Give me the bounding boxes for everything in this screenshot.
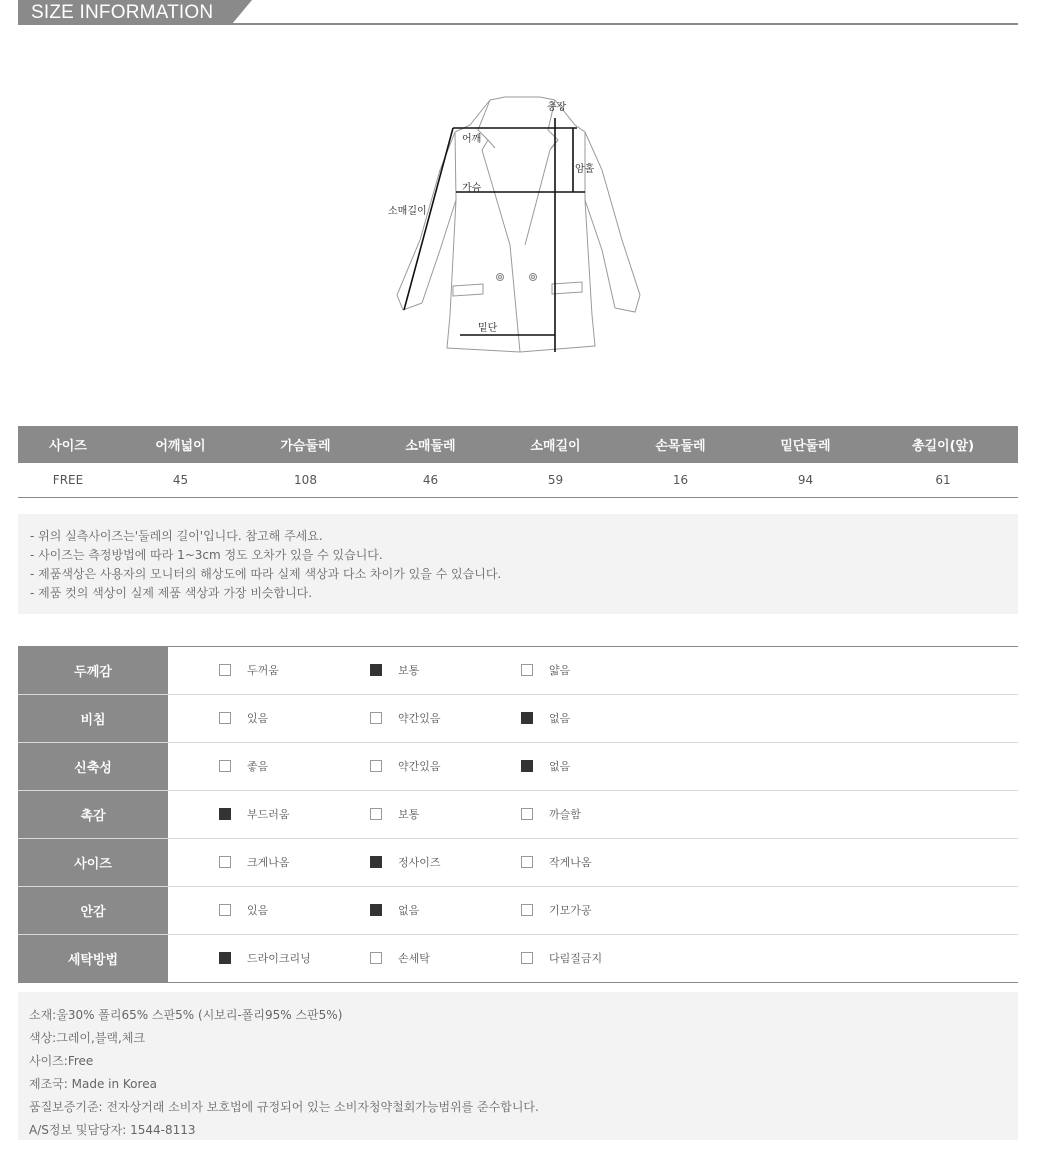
option-label: 부드러움: [247, 808, 290, 821]
fabric-properties-table: [18, 646, 1018, 983]
property-label: 사이즈: [18, 839, 168, 886]
info-quality-guarantee: 품질보증기준: 전자상거래 소비자 보호법에 규정되어 있는 소비자청약철회가능범위를 준수합니다.: [29, 1100, 539, 1114]
info-size: 사이즈:Free: [29, 1054, 94, 1068]
armhole-label: 암홀: [575, 164, 595, 175]
checkbox: [521, 856, 533, 868]
note-item: - 사이즈는 측정방법에 따라 1~3cm 정도 오차가 있을 수 있습니다.: [30, 548, 383, 562]
checkbox-checked: [219, 952, 231, 964]
checkbox-checked: [521, 712, 533, 724]
header-tab-slant: [232, 0, 252, 24]
checkbox-checked: [370, 664, 382, 676]
table-cell: 45: [118, 463, 243, 498]
property-row-transparency: [18, 695, 1018, 743]
note-item: - 제품 컷의 색상이 실제 제품 색상과 가장 비슷합니다.: [30, 586, 313, 600]
checkbox: [219, 760, 231, 772]
option: [370, 663, 419, 677]
option-label: 손세탁: [398, 952, 430, 965]
option-label: 좋음: [247, 760, 269, 773]
checkbox-checked: [370, 904, 382, 916]
checkbox: [370, 760, 382, 772]
size-table-header-row: [18, 426, 1018, 463]
option: [219, 807, 290, 821]
option: [219, 903, 268, 917]
sleeve-length-label: 소매길이: [388, 206, 427, 217]
checkbox: [370, 808, 382, 820]
option: [370, 855, 441, 869]
option-label: 없음: [549, 760, 571, 773]
jacket-measurement-diagram: [370, 90, 660, 365]
checkbox: [521, 904, 533, 916]
option: [370, 759, 441, 773]
option: [219, 663, 279, 677]
header-divider: [18, 23, 1018, 25]
column-header: 손목둘레: [618, 426, 743, 463]
option-label: 작게나옴: [549, 856, 592, 869]
table-cell: 16: [618, 463, 743, 498]
column-header: 소매길이: [493, 426, 618, 463]
column-header: 어깨넓이: [118, 426, 243, 463]
checkbox-checked: [370, 856, 382, 868]
checkbox: [370, 712, 382, 724]
table-row: [18, 463, 1018, 498]
table-cell: 46: [368, 463, 493, 498]
checkbox: [219, 904, 231, 916]
table-cell: 94: [743, 463, 868, 498]
hem-label: 밑단: [478, 323, 498, 334]
option: [370, 903, 419, 917]
checkbox: [521, 808, 533, 820]
option-label: 크게나옴: [247, 856, 290, 869]
section-header: [18, 0, 1018, 26]
checkbox-checked: [219, 808, 231, 820]
option: [521, 711, 570, 725]
column-header: 총길이(앞): [868, 426, 1018, 463]
jacket-illustration: [370, 90, 660, 365]
info-origin: 제조국: Made in Korea: [29, 1077, 157, 1091]
property-label: 안감: [18, 887, 168, 934]
property-label: 촉감: [18, 791, 168, 838]
option: [521, 951, 602, 965]
option-label: 정사이즈: [398, 856, 441, 869]
property-row-elasticity: [18, 743, 1018, 791]
option-label: 약간있음: [398, 712, 441, 725]
info-as-contact: A/S정보 및담당자: 1544-8113: [29, 1123, 196, 1137]
shoulder-label: 어깨: [462, 134, 482, 145]
property-label: 비침: [18, 695, 168, 742]
column-header: 소매둘레: [368, 426, 493, 463]
option: [521, 855, 592, 869]
option-label: 있음: [247, 904, 269, 917]
section-title: SIZE INFORMATION: [31, 2, 214, 23]
checkbox: [219, 712, 231, 724]
option: [370, 807, 419, 821]
checkbox: [521, 952, 533, 964]
option: [521, 903, 592, 917]
option: [521, 807, 581, 821]
table-cell: FREE: [18, 463, 118, 498]
option-label: 얇음: [549, 664, 571, 677]
option-label: 까슬함: [549, 808, 581, 821]
property-row-thickness: [18, 647, 1018, 695]
option-label: 없음: [549, 712, 571, 725]
option: [370, 711, 441, 725]
info-material: 소재:울30% 폴리65% 스판5% (시보리-폴리95% 스판5%): [29, 1008, 343, 1022]
option-label: 약간있음: [398, 760, 441, 773]
option: [219, 759, 268, 773]
checkbox: [521, 664, 533, 676]
table-cell: 61: [868, 463, 1018, 498]
checkbox: [219, 664, 231, 676]
option: [219, 951, 311, 965]
property-row-lining: [18, 887, 1018, 935]
total-length-label: 총장: [547, 102, 567, 113]
option: [521, 663, 570, 677]
column-header: 사이즈: [18, 426, 118, 463]
option-label: 기모가공: [549, 904, 592, 917]
info-color: 색상:그레이,블랙,체크: [29, 1031, 146, 1045]
property-row-texture: [18, 791, 1018, 839]
checkbox: [219, 856, 231, 868]
product-info: [18, 992, 1018, 1140]
option-label: 있음: [247, 712, 269, 725]
option-label: 보통: [398, 664, 420, 677]
option-label: 보통: [398, 808, 420, 821]
option-label: 없음: [398, 904, 420, 917]
note-item: - 제품색상은 사용자의 모니터의 해상도에 따라 실제 색상과 다소 차이가 있을 수 있습니다.: [30, 567, 502, 581]
property-row-washing: [18, 935, 1018, 982]
property-row-fit: [18, 839, 1018, 887]
size-table: [18, 426, 1018, 498]
checkbox-checked: [521, 760, 533, 772]
option: [521, 759, 570, 773]
property-label: 신축성: [18, 743, 168, 790]
checkbox: [370, 952, 382, 964]
measurement-notes: [18, 514, 1018, 614]
option: [370, 951, 430, 965]
table-cell: 59: [493, 463, 618, 498]
column-header: 가슴둘레: [243, 426, 368, 463]
property-label: 두께감: [18, 647, 168, 694]
column-header: 밑단둘레: [743, 426, 868, 463]
option: [219, 855, 290, 869]
option-label: 드라이크리닝: [247, 952, 311, 965]
note-item: - 위의 실측사이즈는'둘레의 길이'입니다. 참고해 주세요.: [30, 529, 323, 543]
option: [219, 711, 268, 725]
property-label: 세탁방법: [18, 935, 168, 982]
chest-label: 가슴: [462, 183, 482, 194]
table-cell: 108: [243, 463, 368, 498]
option-label: 두꺼움: [247, 664, 279, 677]
option-label: 다림질금지: [549, 952, 603, 965]
